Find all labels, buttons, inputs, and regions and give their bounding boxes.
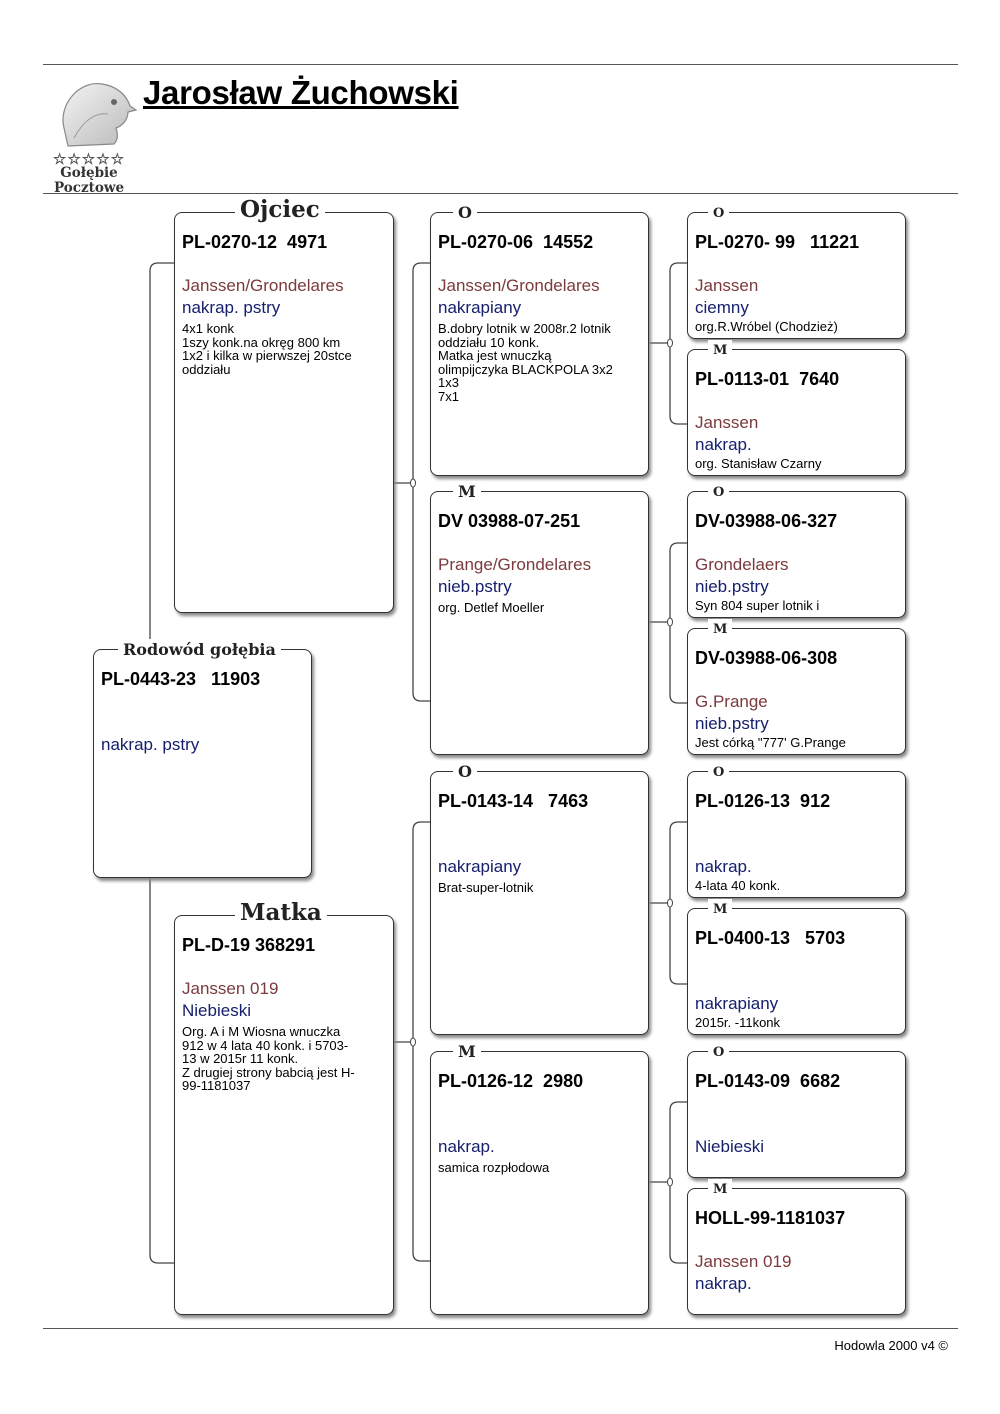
ggp-mff-breed [695,834,898,856]
ggp-mff-color: nakrap. [695,857,752,876]
paternal-grandsire-title: O [453,202,477,224]
ggp-mff-ring: PL-0126-13 912 [695,791,831,811]
ggp-mfm-card[interactable] [687,902,906,1035]
paternal-granddam-breed: Prange/Grondelares [438,555,592,574]
ggp-fff-ring: PL-0270- 99 11221 [695,232,860,252]
subject-color: nakrap. pstry [101,735,200,754]
subject-breed [101,690,304,712]
ggp-mmf-color: Niebieski [695,1137,764,1156]
ggp-mfm-title: M [708,899,732,921]
paternal-grandsire-note: B.dobry lotnik w 2008r.2 lotnik oddziału 10 konk. Matka jest wnuczką olimpijczyka BLACKPOLA 3x2 1x3 7x1 [438,321,613,404]
maternal-granddam-color: nakrap. [438,1137,495,1156]
logo-stars: ☆☆☆☆☆ [52,150,126,168]
father-note: 4x1 konk 1szy konk.na okręg 800 km 1x2 i kilka w pierwszej 20stce oddziału [182,321,352,377]
subject-card[interactable] [93,640,312,878]
ggp-fff-color: ciemny [695,298,749,317]
owner-name: Jarosław Żuchowski [143,74,459,111]
ggp-ffm-breed: Janssen [695,413,759,432]
ggp-fff-note: org.R.Wróbel (Chodzież) [695,319,838,334]
ggp-mff-card[interactable] [687,765,906,898]
ggp-fmf-card[interactable] [687,485,906,618]
paternal-granddam-color: nieb.pstry [438,577,512,596]
logo-wordmark [44,152,134,196]
ggp-fff-breed: Janssen [695,276,759,295]
paternal-grandsire-ring: PL-0270-06 14552 [438,232,594,252]
maternal-granddam-ring: PL-0126-12 2980 [438,1071,584,1091]
ggp-fmm-ring: DV-03988-06-308 [695,648,838,668]
ggp-fmm-note: Jest córką "777' G.Prange [695,735,846,750]
ggp-fff-card[interactable] [687,206,906,339]
ggp-mmm-title: M [708,1179,732,1201]
maternal-granddam-note: samica rozpłodowa [438,1160,550,1175]
ggp-fmm-color: nieb.pstry [695,714,769,733]
maternal-granddam-title: M [453,1041,481,1063]
ggp-ffm-title: M [708,340,732,362]
father-card[interactable] [174,196,394,613]
maternal-grandsire-note: Brat-super-lotnik [438,880,534,895]
maternal-granddam-card[interactable] [430,1042,649,1315]
ggp-fmf-ring: DV-03988-06-327 [695,511,838,531]
ggp-mff-title: O [708,762,729,784]
ggp-mmm-breed: Janssen 019 [695,1252,792,1271]
ggp-mff-note: 4-lata 40 konk. [695,878,781,893]
paternal-grandsire-color: nakrapiany [438,298,522,317]
father-breed: Janssen/Grondelares [182,276,344,295]
ggp-fmm-title: M [708,619,732,641]
logo-name: Gołębie Pocztowe [54,165,125,196]
ggp-mmm-ring: HOLL-99-1181037 [695,1208,846,1228]
maternal-grandsire-card[interactable] [430,762,649,1035]
ggp-mmf-breed [695,1114,898,1136]
footer-credit: Hodowla 2000 v4 © [834,1338,948,1353]
ggp-fmf-breed: Grondelaers [695,555,789,574]
ggp-mmm-card[interactable] [687,1182,906,1315]
mother-note: Org. A i M Wiosna wnuczka 912 w 4 lata 40 konk. i 5703- 13 w 2015r 11 konk. Z drugiej strony babcią jest H- 99-1181037 [182,1024,355,1094]
ggp-ffm-color: nakrap. [695,435,752,454]
ggp-fmf-color: nieb.pstry [695,577,769,596]
father-ring: PL-0270-12 4971 [182,232,328,252]
paternal-grandsire-card[interactable] [430,203,649,476]
ggp-fmf-note: Syn 804 super lotnik i [695,598,820,613]
ggp-fmm-card[interactable] [687,622,906,755]
ggp-fmf-title: O [708,482,729,504]
subject-title: Rodowód gołębia [118,639,281,661]
top-rule [43,64,958,65]
mother-card[interactable] [174,899,394,1315]
ggp-ffm-card[interactable] [687,343,906,476]
father-color: nakrap. pstry [182,298,281,317]
ggp-ffm-note: org. Stanisław Czarny [695,456,822,471]
mother-color: Niebieski [182,1001,251,1020]
paternal-granddam-title: M [453,481,481,503]
ggp-fmm-breed: G.Prange [695,692,768,711]
paternal-granddam-ring: DV 03988-07-251 [438,511,581,531]
ggp-mfm-note: 2015r. -11konk [695,1015,781,1030]
paternal-granddam-card[interactable] [430,482,649,755]
ggp-ffm-ring: PL-0113-01 7640 [695,369,840,389]
ggp-mfm-breed [695,971,898,993]
mother-title: Matka [235,902,327,924]
maternal-granddam-breed [438,1114,641,1136]
ggp-mmm-color: nakrap. [695,1274,752,1293]
maternal-grandsire-color: nakrapiany [438,857,522,876]
maternal-grandsire-ring: PL-0143-14 7463 [438,791,589,811]
mother-ring: PL-D-19 368291 [182,935,316,955]
mother-breed: Janssen 019 [182,979,279,998]
footer-rule [43,1328,958,1329]
paternal-grandsire-breed: Janssen/Grondelares [438,276,600,295]
ggp-fff-title: O [708,203,729,225]
ggp-mmf-card[interactable] [687,1045,906,1178]
father-title: Ojciec [235,199,325,221]
ggp-mmf-ring: PL-0143-09 6682 [695,1071,841,1091]
subject-ring: PL-0443-23 11903 [101,669,261,689]
ggp-mfm-ring: PL-0400-13 5703 [695,928,846,948]
maternal-grandsire-title: O [453,761,477,783]
ggp-mmf-title: O [708,1042,729,1064]
ggp-mfm-color: nakrapiany [695,994,779,1013]
header-rule [43,193,958,194]
maternal-grandsire-breed [438,834,641,856]
paternal-granddam-note: org. Detlef Moeller [438,600,545,615]
